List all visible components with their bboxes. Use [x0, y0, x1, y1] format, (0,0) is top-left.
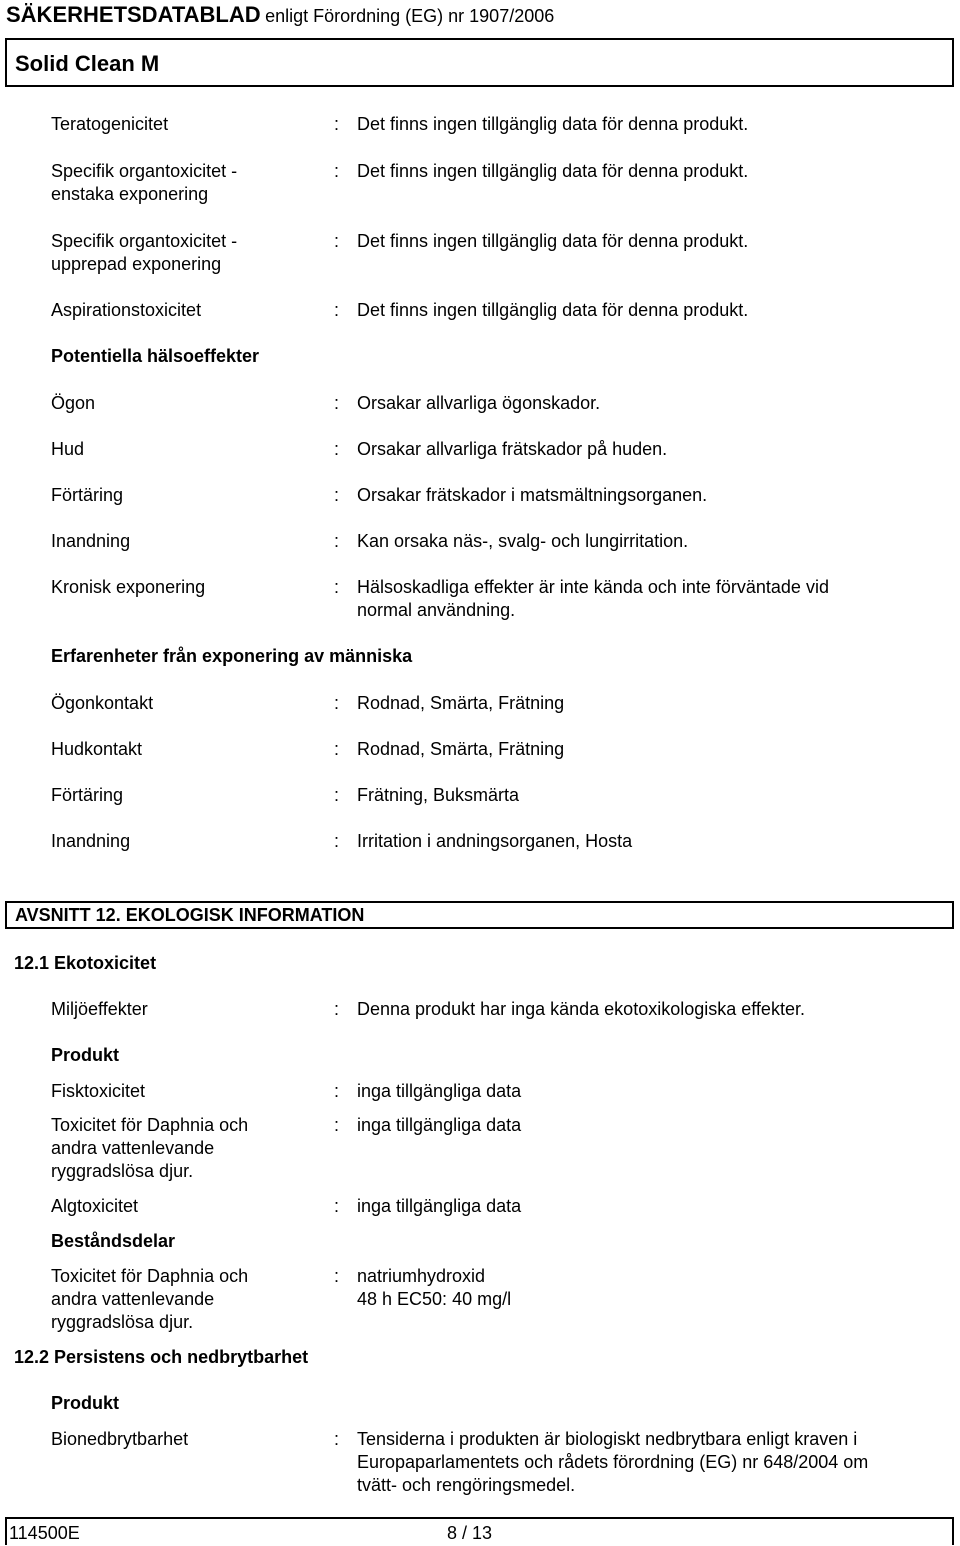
colon: :	[334, 161, 340, 181]
section-12-bar	[5, 901, 954, 929]
tox-value-aspiration: Det finns ingen tillgänglig data för denna produkt.	[357, 300, 749, 320]
tox-label-stot-repeated: Specifik organtoxicitet - upprepad exponering	[51, 231, 238, 274]
human-experience-heading: Erfarenheter från exponering av människa	[51, 646, 413, 666]
document-title: SÄKERHETSDATABLAD	[6, 2, 261, 27]
tox-value-teratogenicity: Det finns ingen tillgänglig data för denna produkt.	[357, 114, 749, 134]
experience-value-ingestion: Frätning, Buksmärta	[357, 785, 520, 805]
section-12-title: AVSNITT 12. EKOLOGISK INFORMATION	[15, 905, 365, 925]
experience-label-ingestion: Förtäring	[51, 785, 124, 805]
experience-label-eye-contact: Ögonkontakt	[51, 693, 154, 713]
health-value-ingestion: Orsakar frätskador i matsmältningsorganen.	[357, 485, 708, 505]
page-number: 8 / 13	[447, 1523, 493, 1543]
colon: :	[334, 300, 340, 320]
component-daphnia-label: Toxicitet för Daphnia och andra vattenlevande ryggradslösa djur.	[51, 1266, 249, 1332]
health-label-skin: Hud	[51, 439, 85, 459]
colon: :	[334, 577, 340, 597]
health-label-eyes: Ögon	[51, 393, 96, 413]
tox-label-aspiration: Aspirationstoxicitet	[51, 300, 202, 320]
health-value-chronic: Hälsoskadliga effekter är inte kända och inte förväntade vid normal användning.	[357, 577, 829, 620]
tox-label-teratogenicity: Teratogenicitet	[51, 114, 169, 134]
colon: :	[334, 1266, 340, 1286]
colon: :	[334, 693, 340, 713]
health-value-eyes: Orsakar allvarliga ögonskador.	[357, 393, 601, 413]
health-label-ingestion: Förtäring	[51, 485, 124, 505]
health-value-skin: Orsakar allvarliga frätskador på huden.	[357, 439, 668, 459]
health-value-inhalation: Kan orsaka näs-, svalg- och lungirritation.	[357, 531, 689, 551]
health-label-inhalation: Inandning	[51, 531, 131, 551]
biodegradability-value: Tensiderna i produkten är biologiskt nedbrytbara enligt kraven i Europaparlamentets och rådets förordning (EG) nr 648/2004 om tvätt- och rengöringsmedel.	[357, 1429, 869, 1495]
colon: :	[334, 1115, 340, 1135]
algae-toxicity-value: inga tillgängliga data	[357, 1196, 522, 1216]
colon: :	[334, 393, 340, 413]
product-heading: Produkt	[51, 1045, 120, 1065]
env-effects-label: Miljöeffekter	[51, 999, 148, 1019]
colon: :	[334, 231, 340, 251]
persistence-heading: 12.2 Persistens och nedbrytbarhet	[14, 1347, 309, 1367]
daphnia-toxicity-value: inga tillgängliga data	[357, 1115, 522, 1135]
experience-label-inhalation: Inandning	[51, 831, 131, 851]
daphnia-toxicity-label: Toxicitet för Daphnia och andra vattenlevande ryggradslösa djur.	[51, 1115, 249, 1181]
colon: :	[334, 439, 340, 459]
persistence-product-heading: Produkt	[51, 1393, 120, 1413]
colon: :	[334, 999, 340, 1019]
page-footer	[5, 1517, 954, 1545]
tox-value-stot-single: Det finns ingen tillgänglig data för denna produkt.	[357, 161, 749, 181]
colon: :	[334, 485, 340, 505]
component-daphnia-value: natriumhydroxid 48 h EC50: 40 mg/l	[357, 1266, 512, 1309]
colon: :	[334, 785, 340, 805]
experience-value-skin-contact: Rodnad, Smärta, Frätning	[357, 739, 565, 759]
env-effects-value: Denna produkt har inga kända ekotoxikologiska effekter.	[357, 999, 805, 1019]
colon: :	[334, 1081, 340, 1101]
document-code: 114500E	[9, 1523, 80, 1543]
health-label-chronic: Kronisk exponering	[51, 577, 206, 597]
experience-label-skin-contact: Hudkontakt	[51, 739, 143, 759]
colon: :	[334, 1429, 340, 1449]
biodegradability-label: Bionedbrytbarhet	[51, 1429, 189, 1449]
product-name: Solid Clean M	[15, 51, 160, 76]
colon: :	[334, 1196, 340, 1216]
components-heading: Beståndsdelar	[51, 1231, 176, 1251]
colon: :	[334, 739, 340, 759]
tox-value-stot-repeated: Det finns ingen tillgänglig data för denna produkt.	[357, 231, 749, 251]
fish-toxicity-value: inga tillgängliga data	[357, 1081, 522, 1101]
document-header	[6, 2, 554, 28]
fish-toxicity-label: Fisktoxicitet	[51, 1081, 146, 1101]
potential-health-heading: Potentiella hälsoeffekter	[51, 346, 260, 366]
ecotoxicity-heading: 12.1 Ekotoxicitet	[14, 953, 157, 973]
colon: :	[334, 531, 340, 551]
colon: :	[334, 114, 340, 134]
experience-value-eye-contact: Rodnad, Smärta, Frätning	[357, 693, 565, 713]
tox-label-stot-single: Specifik organtoxicitet - enstaka exponering	[51, 161, 238, 204]
colon: :	[334, 831, 340, 851]
algae-toxicity-label: Algtoxicitet	[51, 1196, 139, 1216]
product-name-bar	[5, 38, 954, 87]
experience-value-inhalation: Irritation i andningsorganen, Hosta	[357, 831, 633, 851]
document-regulation: enligt Förordning (EG) nr 1907/2006	[265, 6, 555, 26]
